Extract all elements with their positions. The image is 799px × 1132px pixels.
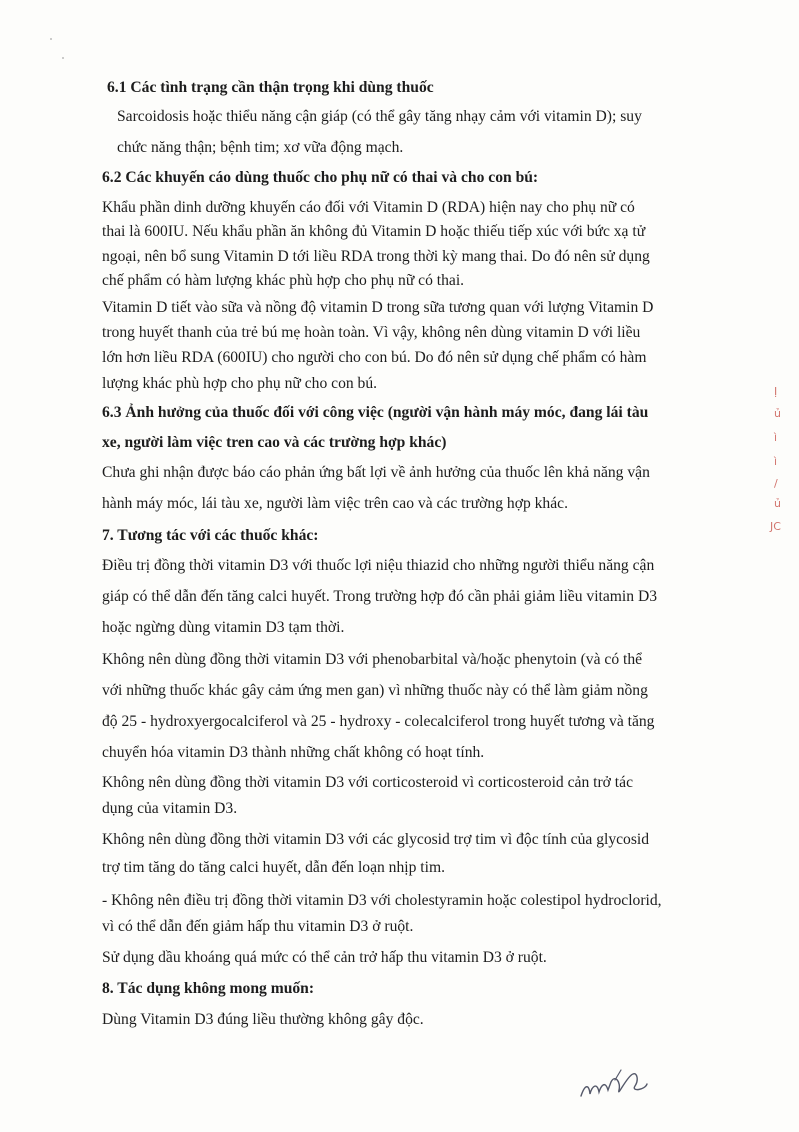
stamp-mark: ủ [774, 497, 781, 510]
paragraph-line: trợ tim tăng do tăng calci huyết, dẫn đến loạn nhịp tim. [102, 859, 446, 876]
stamp-mark: ủ [774, 407, 781, 420]
stamp-mark: ì [774, 431, 778, 444]
paragraph-line: hành máy móc, lái tàu xe, người làm việc trên cao và các trường hợp khác. [102, 495, 568, 512]
paragraph-line: vì có thể dẫn đến giảm hấp thu vitamin D3 ở ruột. [102, 918, 414, 935]
paragraph-line: Không nên dùng đồng thời vitamin D3 với các glycosid trợ tim vì độc tính của glycosid [102, 831, 650, 848]
paragraph-line: Vitamin D tiết vào sữa và nồng độ vitamin D trong sữa tương quan với lượng Vitamin D [102, 299, 654, 316]
stamp-mark: JC [770, 520, 781, 533]
paragraph-line: Khẩu phần dinh dưỡng khuyến cáo đối với Vitamin D (RDA) hiện nay cho phụ nữ có [102, 199, 635, 216]
paragraph-line: chuyển hóa vitamin D3 thành những chất không có hoạt tính. [102, 744, 485, 761]
section-7-heading: 7. Tương tác với các thuốc khác: [102, 527, 319, 544]
paragraph-line: lớn hơn liều RDA (600IU) cho người cho con bú. Do đó nên sử dụng chế phẩm có hàm [102, 349, 647, 366]
paragraph-line: chế phẩm có hàm lượng khác phù hợp cho phụ nữ có thai. [102, 272, 465, 289]
paragraph-line: giáp có thể dẫn đến tăng calci huyết. Trong trường hợp đó cần phải giảm liều vitamin D3 [102, 588, 658, 605]
paragraph-line: Không nên dùng đồng thời vitamin D3 với phenobarbital và/hoặc phenytoin (và có thể [102, 651, 643, 668]
section-6-1-heading: 6.1 Các tình trạng cần thận trọng khi dùng thuốc [107, 79, 434, 96]
stamp-mark: ì [774, 455, 778, 468]
handwritten-signature [575, 1060, 675, 1110]
scan-speck [50, 38, 52, 40]
stamp-mark: Ị [774, 385, 778, 398]
paragraph-line: hoặc ngừng dùng vitamin D3 tạm thời. [102, 619, 345, 636]
paragraph-line: Chưa ghi nhận được báo cáo phản ứng bất lợi về ảnh hưởng của thuốc lên khả năng vận [102, 464, 650, 481]
paragraph-line: độ 25 - hydroxyergocalciferol và 25 - hydroxy - colecalciferol trong huyết tương và tăng [102, 713, 655, 730]
stamp-mark: / [774, 477, 778, 490]
paragraph-line: ngoại, nên bổ sung Vitamin D tới liều RDA trong thời kỳ mang thai. Do đó nên sử dụng [102, 248, 650, 265]
paragraph-line: dụng của vitamin D3. [102, 800, 238, 817]
paragraph-line: thai là 600IU. Nếu khẩu phần ăn không đủ Vitamin D hoặc thiếu tiếp xúc với bức xạ tử [102, 223, 646, 240]
paragraph-line: Điều trị đồng thời vitamin D3 với thuốc lợi niệu thiazid cho những người thiểu năng cận [102, 557, 655, 574]
paragraph-line: với những thuốc khác gây cảm ứng men gan) vì những thuốc này có thể làm giảm nồng [102, 682, 648, 699]
side-stamp-marks [770, 385, 792, 550]
paragraph-line: Dùng Vitamin D3 đúng liều thường không gây độc. [102, 1011, 424, 1028]
section-8-heading: 8. Tác dụng không mong muốn: [102, 980, 315, 997]
section-6-3-heading: 6.3 Ảnh hưởng của thuốc đối với công việc (người vận hành máy móc, đang lái tàu [102, 404, 649, 421]
paragraph-line: - Không nên điều trị đồng thời vitamin D3 với cholestyramin hoặc colestipol hydroclorid, [102, 892, 662, 909]
section-6-2-heading: 6.2 Các khuyến cáo dùng thuốc cho phụ nữ có thai và cho con bú: [102, 169, 539, 186]
paragraph-line: Không nên dùng đồng thời vitamin D3 với corticosteroid vì corticosteroid cản trở tác [102, 774, 633, 791]
section-6-3-heading-cont: xe, người làm việc tren cao và các trường hợp khác) [102, 434, 447, 451]
scan-speck [62, 57, 64, 59]
paragraph-line: Sarcoidosis hoặc thiểu năng cận giáp (có thể gây tăng nhạy cảm với vitamin D); suy [117, 108, 642, 125]
paragraph-line: chức năng thận; bệnh tim; xơ vữa động mạch. [117, 139, 404, 156]
paragraph-line: lượng khác phù hợp cho phụ nữ cho con bú. [102, 375, 378, 392]
paragraph-line: trong huyết thanh của trẻ bú mẹ hoàn toàn. Vì vậy, không nên dùng vitamin D với liều [102, 324, 641, 341]
paragraph-line: Sử dụng dầu khoáng quá mức có thể cản trở hấp thu vitamin D3 ở ruột. [102, 949, 547, 966]
